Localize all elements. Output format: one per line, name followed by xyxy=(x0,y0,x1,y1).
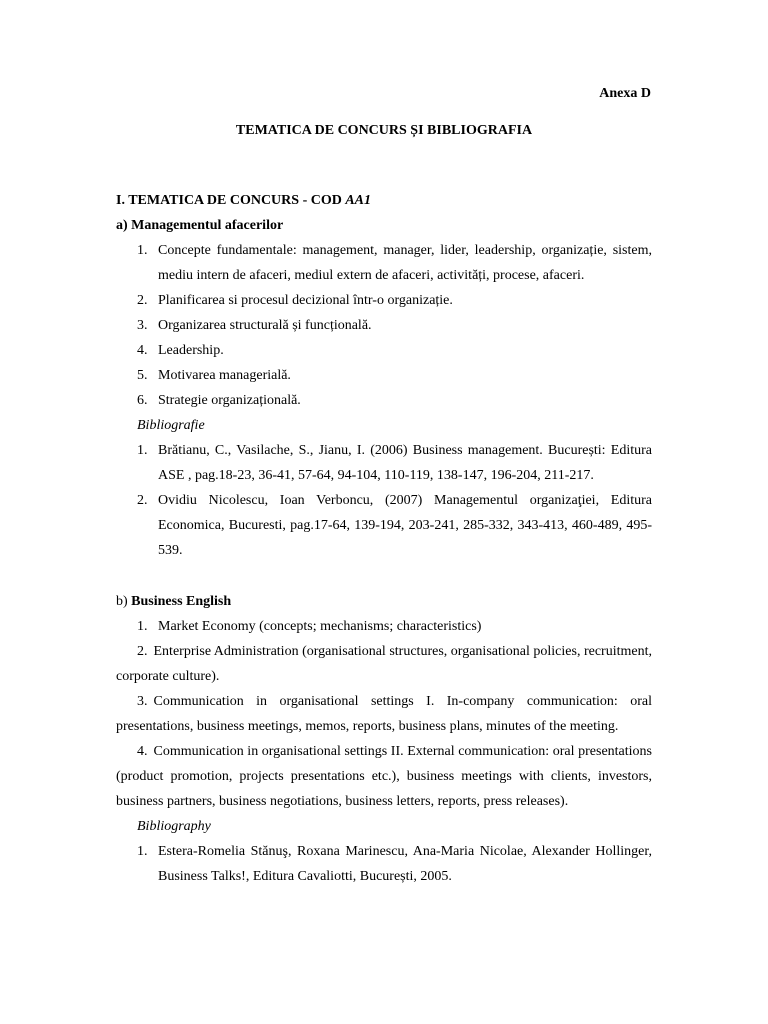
part-a-heading: a) Managementul afacerilor xyxy=(116,218,284,233)
list-item: 1. Market Economy (concepts; mechanisms; characteristics) xyxy=(137,619,482,634)
topic-paragraph: 4. Communication in organisational settings II. External communication: oral presentations (product promotion, projects presentations etc.), business meetings with clients, investors, business partners, business negotiations, business letters, reports, press releases). xyxy=(116,744,652,809)
bibliography-label: Bibliografie xyxy=(137,418,205,433)
list-item: 2. Planificarea si procesul decizional într-o organizație. xyxy=(137,293,453,308)
list-item: 1. Brătianu, C., Vasilache, S., Jianu, I. (2006) Business management. București: Editura ASE , pag.18-23, 36-41, 57-64, 94-104, 110-119, 138-147, 196-204, 211-217. xyxy=(137,443,652,483)
part-a-bibliography-list xyxy=(116,438,652,563)
document-body xyxy=(116,188,652,889)
part-b-letter: b) xyxy=(116,594,128,609)
topic-paragraph: 3. Communication in organisational settings I. In-company communication: oral presentations, business meetings, memos, reports, business plans, minutes of the meeting. xyxy=(116,694,652,734)
part-b-topic-list xyxy=(116,614,652,639)
section-code: AA1 xyxy=(345,193,372,208)
document-title: TEMATICA DE CONCURS ȘI BIBLIOGRAFIA xyxy=(235,123,533,138)
list-item: 1. Concepte fundamentale: management, manager, lider, leadership, organizație, sistem, mediu intern de afaceri, mediul extern de afaceri, activități, procese, afaceri. xyxy=(137,243,652,283)
list-item: 4. Leadership. xyxy=(137,343,224,358)
part-a-topic-list xyxy=(116,238,652,413)
part-b-heading xyxy=(116,589,652,614)
annex-label: Anexa D xyxy=(599,86,651,101)
list-item: 5. Motivarea managerială. xyxy=(137,368,291,383)
list-item: 1. Estera-Romelia Stănuş, Roxana Marinescu, Ana-Maria Nicolae, Alexander Hollinger, Business Talks!, Editura Cavaliotti, București, 2005. xyxy=(137,844,652,884)
bibliography-label: Bibliography xyxy=(137,819,211,834)
section-heading xyxy=(116,188,652,213)
list-item: 6. Strategie organizațională. xyxy=(137,393,301,408)
part-b-heading-text: Business English xyxy=(131,594,232,609)
topic-paragraph: 2. Enterprise Administration (organisational structures, organisational policies, recruitment, corporate culture). xyxy=(116,644,652,684)
list-item: 2. Ovidiu Nicolescu, Ioan Verboncu, (2007) Managementul organizaţiei, Editura Economica, Bucuresti, pag.17-64, 139-194, 203-241, 285-332, 343-413, 460-489, 495-539. xyxy=(137,493,652,558)
part-b-bibliography-list xyxy=(116,839,652,889)
list-item: 3. Organizarea structurală și funcțională. xyxy=(137,318,372,333)
section-heading-text: I. TEMATICA DE CONCURS - COD xyxy=(116,193,346,208)
